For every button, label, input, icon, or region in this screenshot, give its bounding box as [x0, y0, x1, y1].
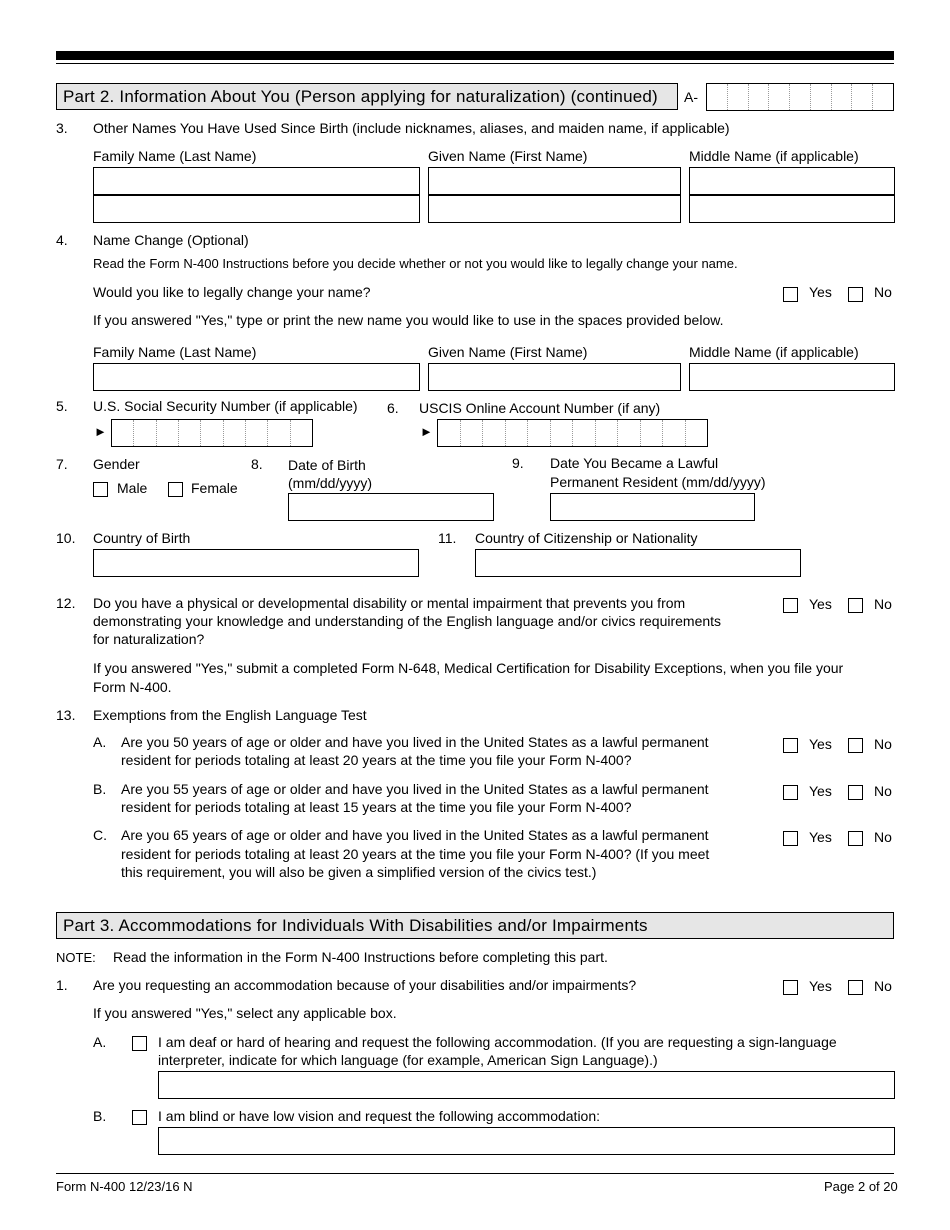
q12-no-label: No: [874, 596, 892, 612]
p3-q1a-line1: I am deaf or hard of hearing and request the following accommodation. (If you are requesting a sign-language: [158, 1034, 837, 1050]
q12-yes-label: Yes: [809, 596, 832, 612]
top-thin-rule: [56, 63, 894, 64]
part3-note-label: NOTE:: [56, 950, 96, 965]
deaf-accommodation-input[interactable]: [158, 1071, 895, 1099]
q4-family-label: Family Name (Last Name): [93, 344, 257, 360]
q12-line1: Do you have a physical or developmental disability or mental impairment that prevents you from: [93, 595, 686, 611]
country-of-citizenship-input[interactable]: [475, 549, 801, 577]
p3-q1-yes-checkbox[interactable]: [783, 980, 798, 995]
q6-label: USCIS Online Account Number (if any): [419, 400, 661, 416]
q13b-letter: B.: [93, 781, 107, 797]
q12-line3: for naturalization?: [93, 631, 205, 647]
q3-given-name-2-input[interactable]: [428, 195, 681, 223]
q13c-yes-label: Yes: [809, 829, 832, 845]
q13c-letter: C.: [93, 827, 107, 843]
q13b-yes-checkbox[interactable]: [783, 785, 798, 800]
part2-header: Part 2. Information About You (Person applying for naturalization) (continued): [56, 83, 678, 110]
q8-label-line2: (mm/dd/yyyy): [288, 475, 372, 491]
q13a-no-checkbox[interactable]: [848, 738, 863, 753]
q13c-line3: this requirement, you will also be given a simplified version of the civics test.): [121, 864, 597, 880]
q3-middle-label: Middle Name (if applicable): [689, 148, 859, 164]
q12-no-checkbox[interactable]: [848, 598, 863, 613]
q3-middle-name-1-input[interactable]: [689, 167, 895, 195]
q5-label: U.S. Social Security Number (if applicable): [93, 398, 358, 414]
footer-page-number: Page 2 of 20: [824, 1179, 898, 1194]
q13c-line1: Are you 65 years of age or older and have you lived in the United States as a lawful permanent: [121, 827, 709, 843]
q13c-line2: resident for periods totaling at least 20 years at the time you file your Form N-400? (If you meet: [121, 846, 710, 862]
p3-q1-yes-label: Yes: [809, 978, 832, 994]
q4-middle-label: Middle Name (if applicable): [689, 344, 859, 360]
q4-yes-label: Yes: [809, 284, 832, 300]
q8-number: 8.: [251, 456, 263, 472]
q4-no-label: No: [874, 284, 892, 300]
blind-accommodation-input[interactable]: [158, 1127, 895, 1155]
q5-arrow-icon: ►: [94, 424, 107, 439]
q3-middle-name-2-input[interactable]: [689, 195, 895, 223]
q10-number: 10.: [56, 530, 76, 546]
q11-number: 11.: [438, 530, 457, 546]
country-of-birth-input[interactable]: [93, 549, 419, 577]
q13a-yes-checkbox[interactable]: [783, 738, 798, 753]
q13b-yes-label: Yes: [809, 783, 832, 799]
q13b-no-checkbox[interactable]: [848, 785, 863, 800]
q7-label: Gender: [93, 456, 140, 472]
p3-q1-text: Are you requesting an accommodation because of your disabilities and/or impairments?: [93, 977, 637, 993]
q4-followup: If you answered "Yes," type or print the new name you would like to use in the spaces provided below.: [93, 312, 724, 328]
p3-q1b-line1: I am blind or have low vision and request the following accommodation:: [158, 1108, 601, 1124]
q8-label-line1: Date of Birth: [288, 457, 366, 473]
q6-number: 6.: [387, 400, 399, 416]
q13a-line2: resident for periods totaling at least 20 years at the time you file your Form N-400?: [121, 752, 632, 768]
q4-question: Would you like to legally change your name?: [93, 284, 371, 300]
q3-number: 3.: [56, 120, 68, 136]
q9-label-line1: Date You Became a Lawful: [550, 455, 719, 471]
q4-title: Name Change (Optional): [93, 232, 249, 248]
q4-new-given-name-input[interactable]: [428, 363, 681, 391]
a-number-label: A-: [684, 89, 698, 105]
gender-male-label: Male: [117, 480, 148, 496]
q13a-line1: Are you 50 years of age or older and have you lived in the United States as a lawful permanent: [121, 734, 709, 750]
q12-number: 12.: [56, 595, 76, 611]
q4-instructions: Read the Form N-400 Instructions before you decide whether or not you would like to legally change your name.: [93, 256, 738, 271]
q13a-no-label: No: [874, 736, 892, 752]
lpr-date-input[interactable]: [550, 493, 755, 521]
q11-label: Country of Citizenship or Nationality: [475, 530, 698, 546]
ssn-input[interactable]: [111, 419, 313, 447]
blind-accommodation-checkbox[interactable]: [132, 1110, 147, 1125]
a-number-input[interactable]: [706, 83, 894, 111]
gender-female-checkbox[interactable]: [168, 482, 183, 497]
q13c-no-label: No: [874, 829, 892, 845]
q10-label: Country of Birth: [93, 530, 191, 546]
p3-q1b-letter: B.: [93, 1108, 107, 1124]
p3-q1-number: 1.: [56, 977, 68, 993]
gender-male-checkbox[interactable]: [93, 482, 108, 497]
q13b-line1: Are you 55 years of age or older and have you lived in the United States as a lawful permanent: [121, 781, 709, 797]
q4-number: 4.: [56, 232, 68, 248]
q13-title: Exemptions from the English Language Test: [93, 707, 367, 723]
q3-given-label: Given Name (First Name): [428, 148, 588, 164]
p3-q1a-letter: A.: [93, 1034, 107, 1050]
q4-new-middle-name-input[interactable]: [689, 363, 895, 391]
q5-number: 5.: [56, 398, 68, 414]
q13b-no-label: No: [874, 783, 892, 799]
q9-number: 9.: [512, 455, 524, 471]
q3-given-name-1-input[interactable]: [428, 167, 681, 195]
q3-family-name-1-input[interactable]: [93, 167, 420, 195]
q12-note-line2: Form N-400.: [93, 679, 172, 695]
footer-rule: [56, 1173, 894, 1174]
top-rule: [56, 51, 894, 60]
q13b-line2: resident for periods totaling at least 15 years at the time you file your Form N-400?: [121, 799, 632, 815]
q3-text: Other Names You Have Used Since Birth (include nicknames, aliases, and maiden name, if applicable): [93, 120, 730, 136]
q4-new-family-name-input[interactable]: [93, 363, 420, 391]
q7-number: 7.: [56, 456, 68, 472]
q12-line2: demonstrating your knowledge and understanding of the English language and/or civics requirements: [93, 613, 722, 629]
q4-yes-checkbox[interactable]: [783, 287, 798, 302]
q12-yes-checkbox[interactable]: [783, 598, 798, 613]
deaf-accommodation-checkbox[interactable]: [132, 1036, 147, 1051]
p3-q1-no-checkbox[interactable]: [848, 980, 863, 995]
part3-note-text: Read the information in the Form N-400 Instructions before completing this part.: [113, 949, 608, 965]
q13a-letter: A.: [93, 734, 107, 750]
q13-number: 13.: [56, 707, 76, 723]
uscis-account-input[interactable]: [437, 419, 708, 447]
q4-given-label: Given Name (First Name): [428, 344, 588, 360]
q12-note-line1: If you answered "Yes," submit a completed Form N-648, Medical Certification for Disability Exceptions, when you file your: [93, 660, 844, 676]
p3-q1a-line2: interpreter, indicate for which language (for example, American Sign Language).): [158, 1052, 658, 1068]
footer-form-id: Form N-400 12/23/16 N: [56, 1179, 193, 1194]
part3-header: Part 3. Accommodations for Individuals With Disabilities and/or Impairments: [56, 912, 894, 939]
q13a-yes-label: Yes: [809, 736, 832, 752]
q3-family-label: Family Name (Last Name): [93, 148, 257, 164]
q6-arrow-icon: ►: [420, 424, 433, 439]
q13c-no-checkbox[interactable]: [848, 831, 863, 846]
gender-female-label: Female: [191, 480, 238, 496]
q13c-yes-checkbox[interactable]: [783, 831, 798, 846]
date-of-birth-input[interactable]: [288, 493, 494, 521]
q3-family-name-2-input[interactable]: [93, 195, 420, 223]
p3-q1-no-label: No: [874, 978, 892, 994]
q9-label-line2: Permanent Resident (mm/dd/yyyy): [550, 474, 766, 490]
q4-no-checkbox[interactable]: [848, 287, 863, 302]
p3-q1-followup: If you answered "Yes," select any applicable box.: [93, 1005, 397, 1021]
